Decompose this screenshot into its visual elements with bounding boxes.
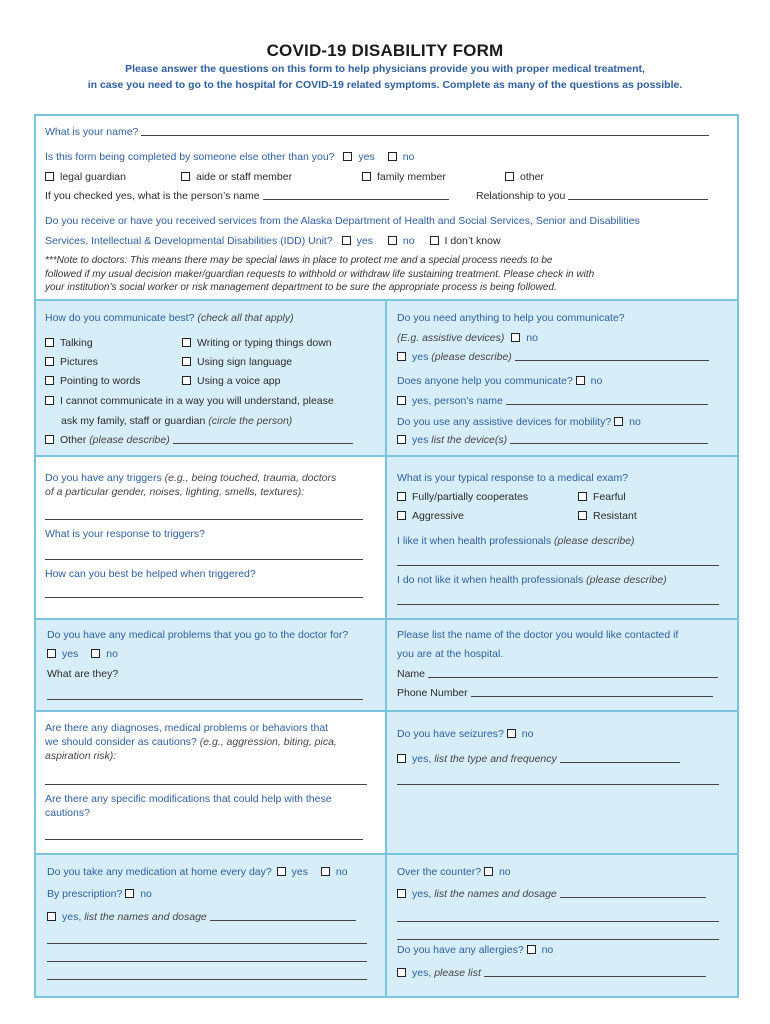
no-label: no: [526, 332, 538, 344]
checkbox-icon[interactable]: [397, 396, 406, 405]
like-field[interactable]: [397, 565, 719, 566]
checkbox-icon[interactable]: [125, 889, 134, 898]
checkbox-icon[interactable]: [576, 376, 585, 385]
modifications-question-line2: cautions?: [45, 807, 90, 819]
no-label: no: [541, 944, 554, 956]
triggers-question-line2: of a particular gender, noises, lighting, smells, textures):: [45, 486, 305, 498]
other-label: other: [520, 171, 544, 183]
yes-label: yes,: [62, 911, 82, 923]
exam-response-question: What is your typical response to a medical exam?: [397, 472, 629, 484]
diagnoses-question: Are there any diagnoses, medical problems or behaviors that: [45, 722, 329, 734]
checkbox-icon[interactable]: [388, 236, 397, 245]
prescription-extra-field-2[interactable]: [47, 961, 367, 962]
no-label: no: [521, 728, 534, 740]
response-triggers-field[interactable]: [45, 559, 363, 560]
checkbox-icon[interactable]: [181, 172, 190, 181]
otc-question: Over the counter?: [397, 866, 482, 878]
yes-label: yes: [291, 866, 308, 878]
helper-name-field[interactable]: [506, 395, 708, 405]
name-question: What is your name?: [45, 126, 139, 138]
mobility-question: Do you use any assistive devices for mobility?: [397, 416, 612, 428]
section-medication: Do you take any medication at home every day? yes no By prescription? no yes, list the names and dosage Over the counter? no yes, list the names and dosage Do you have any allergies? no yes, please list: [36, 855, 737, 996]
triggers-field[interactable]: [45, 519, 363, 520]
medical-problems-field[interactable]: [47, 699, 363, 700]
note-to-doctors: ***Note to doctors: This means there may be special laws in place to protect me and a special process needs to be followed if my usual decision maker/guardian requests to withhold or withdraw life sustaining treatment. Please check in with your institution’s social worker or risk management department to be sure the appropriate process is being followed.: [45, 255, 595, 293]
writing-label: Writing or typing things down: [197, 337, 332, 349]
cooperates-label: Fully/partially cooperates: [412, 491, 529, 503]
checkbox-icon[interactable]: [507, 729, 516, 738]
seizures-question: Do you have seizures?: [397, 728, 504, 740]
no-label: no: [140, 888, 152, 900]
checkbox-icon[interactable]: [397, 889, 406, 898]
voice-app-label: Using a voice app: [197, 375, 281, 387]
aggressive-label: Aggressive: [412, 510, 464, 522]
checkbox-icon[interactable]: [342, 236, 351, 245]
checkbox-icon[interactable]: [397, 968, 406, 977]
talking-label: Talking: [60, 337, 93, 349]
checkbox-icon[interactable]: [182, 376, 191, 385]
section-communication: How do you communicate best? (check all that apply) Talking Writing or typing things down Pictures Using sign language Pointing to words Using a voice app I cannot communicate in a way you will understand, please ask my family, staff or guardian (circle the person) Other (please describe) Do you need anything to help you communicate? (E.g. assistive devices) no yes (please describe) Does anyone help you communicate? no yes, person’s name Do you use any assistive devices for mobility? no yes list the device(s): [36, 301, 737, 455]
checkbox-icon[interactable]: [397, 435, 406, 444]
checkbox-icon[interactable]: [388, 152, 397, 161]
checkbox-icon[interactable]: [527, 945, 536, 954]
checkbox-icon[interactable]: [362, 172, 371, 181]
allergies-field[interactable]: [484, 967, 706, 977]
relationship-label: Relationship to you: [476, 190, 566, 202]
other-describe-field[interactable]: [173, 434, 353, 444]
yes-label: yes,: [412, 967, 432, 979]
section-personal-info: [36, 116, 737, 299]
like-question: I like it when health professionals: [397, 535, 552, 547]
checkbox-icon[interactable]: [277, 867, 286, 876]
diagnoses-question-line3: aspiration risk):: [45, 750, 117, 762]
prescription-names-field[interactable]: [210, 911, 356, 921]
diagnoses-field[interactable]: [45, 784, 367, 785]
section-cautions: Are there any diagnoses, medical problems or behaviors that we should consider as cautions? (e.g., aggression, biting, pica, aspiration risk): Are there any specific modifications that could help with these cautions? Do you have seizures? no yes, list the type and frequency: [36, 712, 737, 853]
checkbox-icon[interactable]: [45, 376, 54, 385]
services-question-line1: Do you receive or have you received services from the Alaska Department of Health and Social Services, Senior and Disabilities: [45, 215, 640, 227]
no-label: no: [402, 151, 415, 163]
prescription-question: By prescription?: [47, 888, 123, 900]
checkbox-icon[interactable]: [47, 912, 56, 921]
checkbox-icon[interactable]: [45, 435, 54, 444]
doctor-phone-field[interactable]: [471, 687, 713, 697]
checkbox-icon[interactable]: [614, 417, 623, 426]
no-label: no: [590, 375, 603, 387]
checkbox-icon[interactable]: [91, 649, 100, 658]
pictures-label: Pictures: [60, 356, 98, 368]
communicate-hint: (check all that apply): [197, 312, 294, 324]
yes-label: yes: [356, 235, 373, 247]
family-member-label: family member: [377, 171, 446, 183]
yes-label: yes: [62, 648, 79, 660]
dislike-field[interactable]: [397, 604, 719, 605]
medication-question: Do you take any medication at home every day?: [47, 866, 272, 878]
yes-label: yes: [412, 434, 429, 446]
no-label: no: [106, 648, 118, 660]
dislike-question: I do not like it when health professionals: [397, 574, 584, 586]
checkbox-icon[interactable]: [343, 152, 352, 161]
allergies-question: Do you have any allergies?: [397, 944, 524, 956]
prescription-extra-field-1[interactable]: [47, 943, 367, 944]
person-name-label: If you checked yes, what is the person’s name: [45, 190, 260, 202]
helped-question: How can you best be helped when triggered?: [45, 568, 256, 580]
legal-guardian-label: legal guardian: [60, 171, 126, 183]
eg-devices-hint: (E.g. assistive devices): [397, 332, 505, 344]
need-help-question: Do you need anything to help you communicate?: [397, 312, 625, 324]
checkbox-icon[interactable]: [397, 352, 406, 361]
medical-problems-question: Do you have any medical problems that you go to the doctor for?: [47, 629, 349, 641]
fearful-label: Fearful: [593, 491, 626, 503]
completed-by-question: Is this form being completed by someone else other than you?: [45, 151, 335, 163]
person-name-field[interactable]: [263, 190, 449, 200]
diagnoses-question-line2: we should consider as cautions?: [45, 736, 197, 748]
checkbox-icon[interactable]: [578, 511, 587, 520]
yes-label: yes,: [412, 753, 432, 765]
yes-persons-name-label: yes, person’s name: [412, 395, 503, 407]
checkbox-icon[interactable]: [505, 172, 514, 181]
checkbox-icon[interactable]: [430, 236, 439, 245]
checkbox-icon[interactable]: [182, 338, 191, 347]
triggers-question: Do you have any triggers: [45, 472, 162, 484]
services-question-line2: Services, Intellectual & Developmental Disabilities (IDD) Unit?: [45, 235, 333, 247]
doctor-question: Please list the name of the doctor you would like contacted if: [397, 629, 679, 641]
i-dont-know-label: I don’t know: [444, 235, 501, 247]
no-label: no: [498, 866, 511, 878]
no-label: no: [335, 866, 348, 878]
mobility-devices-field[interactable]: [510, 434, 708, 444]
checkbox-icon[interactable]: [397, 754, 406, 763]
sign-language-label: Using sign language: [197, 356, 293, 368]
checkbox-icon[interactable]: [578, 492, 587, 501]
other-describe-label: Other: [60, 434, 87, 446]
checkbox-icon[interactable]: [45, 357, 54, 366]
checkbox-icon[interactable]: [484, 867, 493, 876]
checkbox-icon[interactable]: [45, 338, 54, 347]
seizures-type-field[interactable]: [560, 753, 680, 763]
checkbox-icon[interactable]: [397, 511, 406, 520]
yes-label: yes: [412, 351, 429, 363]
form-subtitle-line1: Please answer the questions on this form to help physicians provide you with proper medical treatment,: [125, 63, 645, 75]
what-are-they-label: What are they?: [47, 668, 119, 680]
helped-field[interactable]: [45, 597, 363, 598]
section-triggers: Do you have any triggers (e.g., being touched, trauma, doctors of a particular gender, noises, lighting, smells, textures): What is your response to triggers? How can you best be helped when triggered? What is your typical response to a medical exam? Fully/partially cooperates Fearful Aggressive Resistant I like it when health professionals (please describe) I do not like it when health professionals (please describe): [36, 457, 737, 618]
seizures-extra-field[interactable]: [397, 784, 719, 785]
checkbox-icon[interactable]: [45, 396, 54, 405]
otc-extra-field-2[interactable]: [397, 939, 719, 940]
doctor-name-field[interactable]: [428, 668, 718, 678]
yes-label: yes: [358, 151, 375, 163]
name-field[interactable]: [141, 126, 709, 136]
yes-label: yes,: [412, 888, 432, 900]
modifications-question: Are there any specific modifications that could help with these: [45, 793, 332, 805]
cannot-communicate-label: I cannot communicate in a way you will understand, please: [60, 395, 334, 407]
response-triggers-question: What is your response to triggers?: [45, 528, 205, 540]
checkbox-icon[interactable]: [397, 492, 406, 501]
checkbox-icon[interactable]: [47, 649, 56, 658]
assist-describe-field[interactable]: [515, 351, 709, 361]
checkbox-icon[interactable]: [45, 172, 54, 181]
doctor-phone-label: Phone Number: [397, 687, 468, 699]
no-label: no: [402, 235, 415, 247]
checkbox-icon[interactable]: [321, 867, 330, 876]
form-subtitle-line2: in case you need to go to the hospital for COVID-19 related symptoms. Complete as many of the questions as possible.: [87, 79, 683, 91]
checkbox-icon[interactable]: [182, 357, 191, 366]
otc-extra-field-1[interactable]: [397, 921, 719, 922]
aide-label: aide or staff member: [196, 171, 293, 183]
form-frame: [34, 114, 739, 998]
checkbox-icon[interactable]: [511, 333, 520, 342]
communicate-question: How do you communicate best?: [45, 312, 195, 324]
anyone-help-question: Does anyone help you communicate?: [397, 375, 573, 387]
pointing-label: Pointing to words: [60, 375, 141, 387]
modifications-field[interactable]: [45, 839, 363, 840]
form-title: COVID-19 DISABILITY FORM: [266, 41, 504, 60]
no-label: no: [629, 416, 641, 428]
doctor-name-label: Name: [397, 668, 426, 680]
relationship-field[interactable]: [568, 190, 708, 200]
prescription-extra-field-3[interactable]: [47, 979, 367, 980]
resistant-label: Resistant: [593, 510, 637, 522]
otc-names-field[interactable]: [560, 888, 706, 898]
cannot-communicate-line2: ask my family, staff or guardian: [61, 415, 206, 427]
doctor-question-line2: you are at the hospital.: [397, 648, 504, 660]
